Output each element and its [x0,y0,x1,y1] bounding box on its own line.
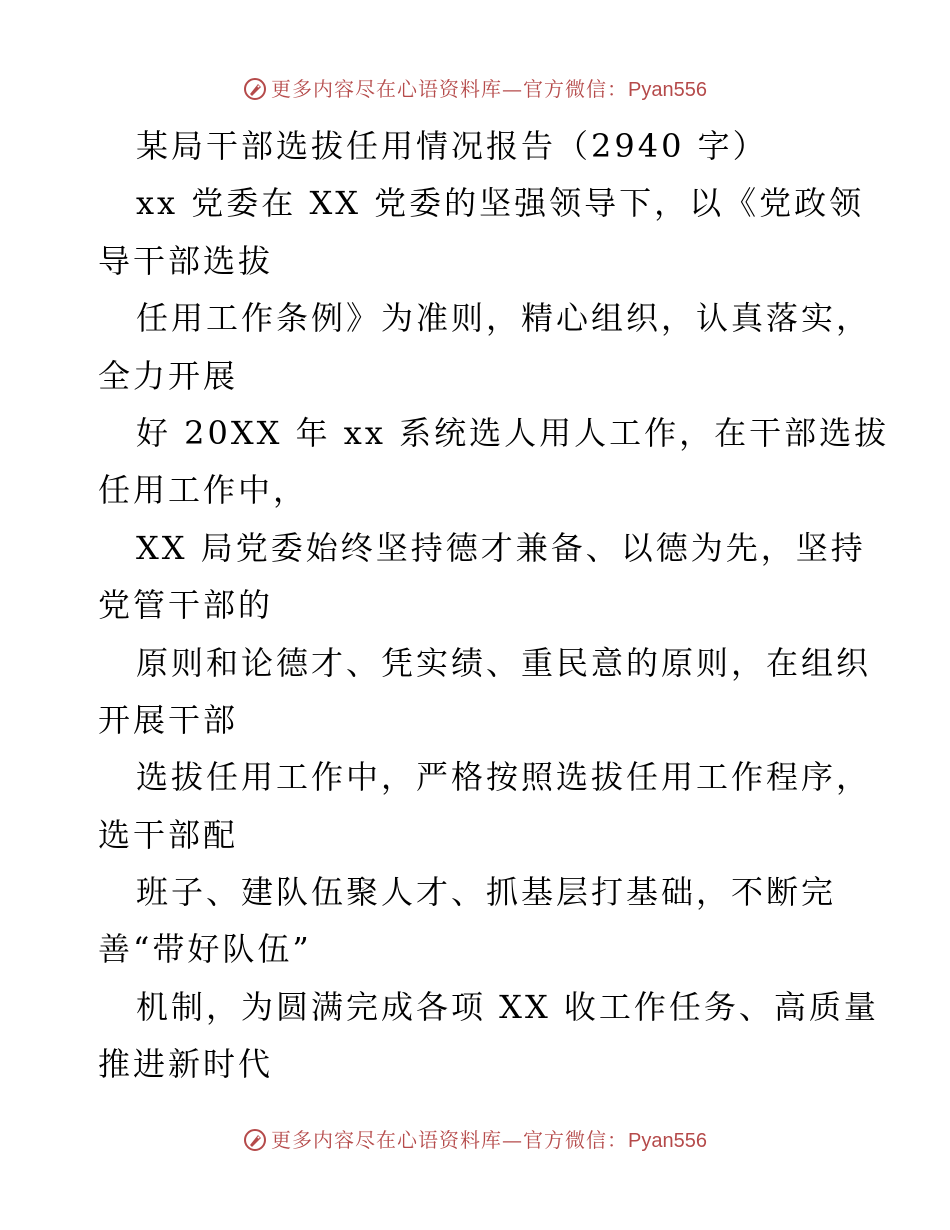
paragraph-line: 原则和论德才、凭实绩、重民意的原则，在组织 [136,643,872,682]
watermark-wechat-id: Pyan556 [628,1130,707,1152]
document-body [98,126,890,1102]
paragraph-line: 班子、建队伍聚人才、抓基层打基础，不断完 [136,873,837,912]
paragraph-line: 推进新时代 [98,1045,274,1084]
paragraph-line: 好 20XX 年 xx 系统选人用人工作，在干部选拔 [136,413,890,452]
watermark-text: 更多内容尽在心语资料库—官方微信： [271,1128,629,1152]
paragraph-line: 选拔任用工作中，严格按照选拔任用工作程序， [136,758,872,797]
watermark-text: 更多内容尽在心语资料库—官方微信： [271,77,629,101]
pen-nib-circle-icon [243,1128,267,1152]
paragraph-line: 善“带好队伍” [98,930,312,969]
paragraph-line: 机制，为圆满完成各项 XX 收工作任务、高质量 [136,987,879,1026]
paragraph-line: 选干部配 [98,815,239,854]
pen-nib-circle-icon [243,77,267,101]
paragraph-line: XX 局党委始终坚持德才兼备、以德为先，坚持 [136,528,866,567]
header-watermark [0,75,950,104]
paragraph-line: 开展干部 [98,700,239,739]
paragraph-line: 任用工作中， [98,471,309,510]
footer-watermark [0,1126,950,1155]
paragraph-line: 全力开展 [98,356,239,395]
document-title: 某局干部选拔任用情况报告（2940 字） [136,127,768,165]
paragraph-line: 任用工作条例》为准则，精心组织，认真落实， [136,299,872,338]
paragraph-line: xx 党委在 XX 党委的坚强领导下，以《党政领 [136,184,865,223]
watermark-wechat-id: Pyan556 [628,79,707,101]
paragraph-line: 导干部选拔 [98,241,274,280]
paragraph-line: 党管干部的 [98,586,274,625]
